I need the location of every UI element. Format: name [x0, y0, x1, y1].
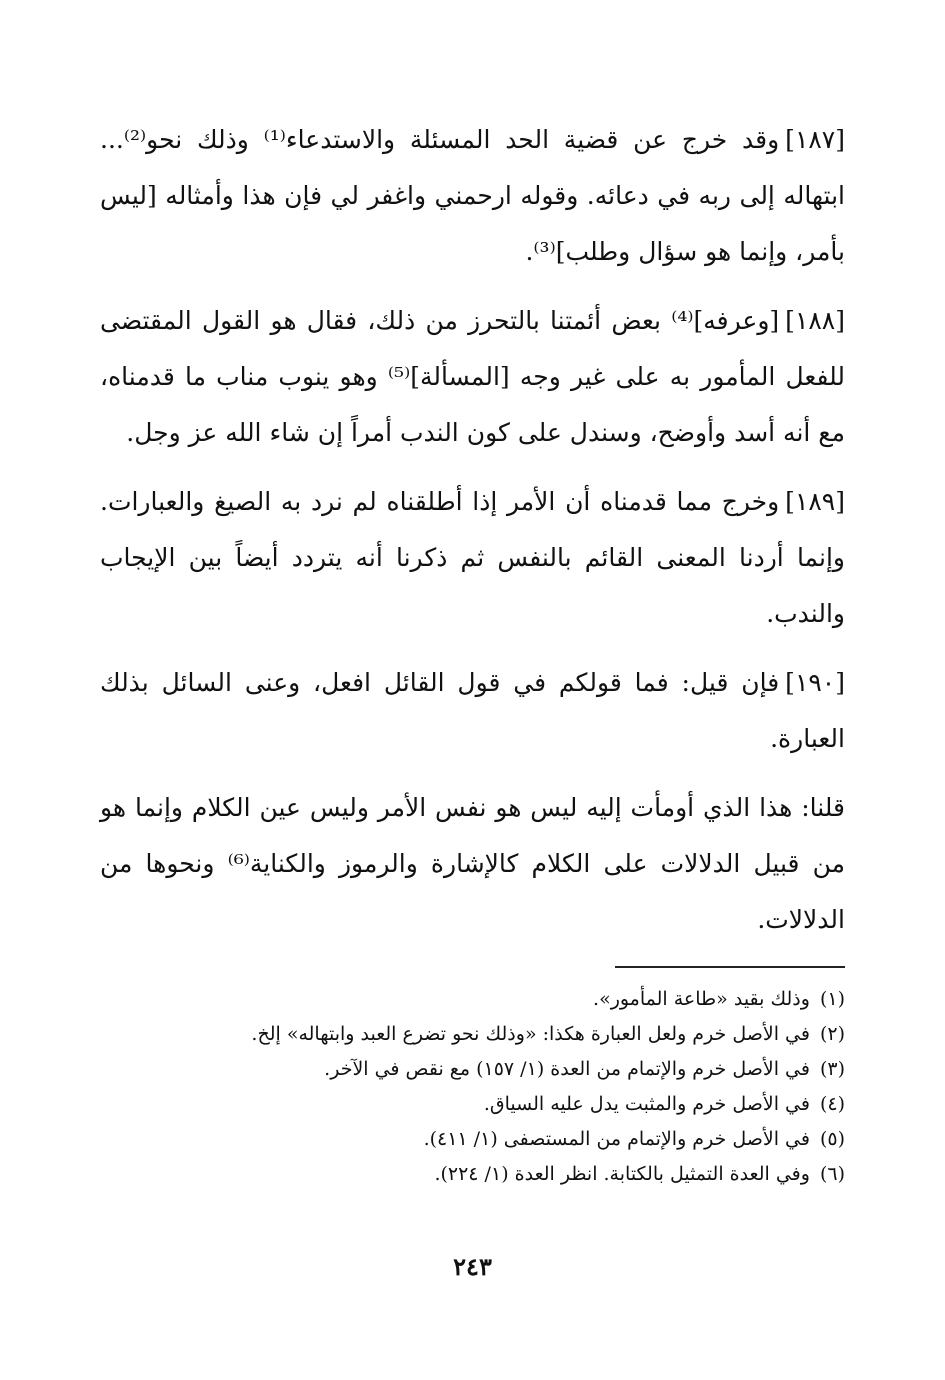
footnote-number: (٦) [819, 1163, 845, 1185]
footnote-text: في الأصل خرم والإتمام من العدة (١/ ١٥٧) مع نقص في الآخر. [324, 1058, 810, 1080]
footnote-6 [100, 1157, 845, 1192]
paragraph-number: [١٩٠] [785, 668, 845, 697]
paragraph-number: [١٨٧] [785, 125, 845, 154]
paragraph-number: [١٨٨] [785, 306, 845, 335]
footnote-number: (٥) [819, 1128, 845, 1150]
paragraph-answer [100, 780, 845, 948]
footnote-divider [615, 966, 845, 968]
footnote-4 [100, 1087, 845, 1122]
footnote-5 [100, 1122, 845, 1157]
footnote-text: في الأصل خرم ولعل العبارة هكذا: «وذلك نحو تضرع العبد وابتهاله» إلخ. [251, 1023, 810, 1045]
paragraph-text: وخرج مما قدمناه أن الأمر إذا أطلقناه لم نرد به الصيغ والعبارات. وإنما أردنا المعنى القائم بالنفس ثم ذكرنا أنه يتردد أيضاً بين الإيجاب والندب. [100, 487, 845, 628]
paragraph-text: قلنا: هذا الذي أومأت إليه ليس هو نفس الأمر وليس عين الكلام وإنما هو من قبيل الدلالات على الكلام كالإشارة والرموز والكناية⁽⁶⁾ ونحوها من الدلالات. [100, 793, 846, 934]
footnote-1 [100, 982, 845, 1017]
page-body [100, 112, 845, 1192]
paragraph-number: [١٨٩] [785, 487, 845, 516]
paragraph-text: فإن قيل: فما قولكم في قول القائل افعل، وعنى السائل بذلك العبارة. [100, 668, 845, 753]
paragraph-189 [100, 474, 845, 642]
footnote-number: (١) [819, 988, 845, 1010]
paragraph-text: [وعرفه]⁽⁴⁾ بعض أئمتنا بالتحرز من ذلك، فقال هو القول المقتضى للفعل المأمور به على غير وجه [المسألة]⁽⁵⁾ وهو ينوب مناب ما قدمناه، مع أنه أسد وأوضح، وسندل على كون الندب أمراً إن شاء الله عز وجل. [100, 306, 845, 447]
footnote-2 [100, 1017, 845, 1052]
paragraph-187 [100, 112, 845, 280]
footnote-text: وذلك بقيد «طاعة المأمور». [593, 988, 810, 1010]
paragraph-188 [100, 293, 845, 461]
paragraph-190 [100, 655, 845, 767]
footnote-number: (٢) [819, 1023, 845, 1045]
paragraph-text: وقد خرج عن قضية الحد المسئلة والاستدعاء⁽¹⁾ وذلك نحو⁽²⁾... ابتهاله إلى ربه في دعائه. وقوله ارحمني واغفر لي فإن هذا وأمثاله [ليس بأمر، وإنما هو سؤال وطلب]⁽³⁾. [100, 125, 845, 266]
footnote-text: وفي العدة التمثيل بالكتابة. انظر العدة (١/ ٢٢٤). [434, 1163, 810, 1185]
footnote-number: (٣) [819, 1058, 845, 1080]
page-number: ٢٤٣ [453, 1252, 492, 1281]
footnote-number: (٤) [819, 1093, 845, 1115]
footnote-text: في الأصل خرم والإتمام من المستصفى (١/ ٤١١). [423, 1128, 810, 1150]
footnotes [100, 982, 845, 1192]
footnote-text: في الأصل خرم والمثبت يدل عليه السياق. [483, 1093, 810, 1115]
footnote-3 [100, 1052, 845, 1087]
